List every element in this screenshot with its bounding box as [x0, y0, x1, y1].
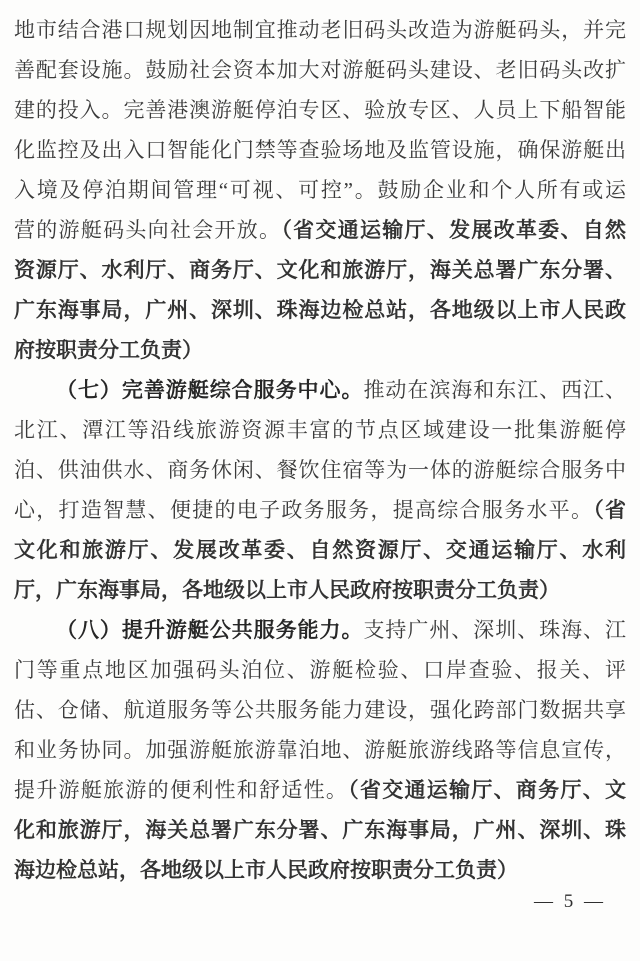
body-text: 推动在滨海和东江、西江、: [363, 378, 626, 402]
text-line: [14, 450, 626, 490]
responsibility-clause: 海边检总站，各地级以上市人民政府按职责分工负责）: [14, 858, 518, 882]
text-line: [14, 10, 626, 50]
text-line: [14, 370, 626, 410]
text-line: [14, 530, 626, 570]
text-line: [14, 690, 626, 730]
body-text: 地市结合港口规划因地制宜推动老旧码头改造为游艇码头，并完: [14, 18, 626, 42]
responsibility-clause: 广东海事局，广州、深圳、珠海边检总站，各地级以上市人民政: [14, 298, 626, 322]
text-line: [14, 210, 626, 250]
text-line: [14, 170, 626, 210]
body-text: 和业务协同。加强游艇旅游靠泊地、游艇旅游线路等信息宣传，: [14, 738, 626, 762]
responsibility-clause: （省交通运输厅、发展改革委、自然: [281, 218, 626, 242]
document-body: [14, 10, 626, 890]
responsibility-clause: 文化和旅游厅、发展改革委、自然资源厅、交通运输厅、水利: [14, 538, 626, 562]
text-line: [14, 130, 626, 170]
page-number: — 5 —: [534, 891, 606, 912]
responsibility-clause: （省交通运输厅、商务厅、文: [348, 778, 626, 802]
text-line: [14, 50, 626, 90]
text-line: [14, 410, 626, 450]
responsibility-clause: 资源厅、水利厅、商务厅、文化和旅游厅，海关总署广东分署、: [14, 258, 626, 282]
text-line: [14, 610, 626, 650]
body-text: 入境及停泊期间管理“可视、可控”。鼓励企业和个人所有或运: [14, 178, 626, 202]
text-line: [14, 250, 626, 290]
text-line: [14, 810, 626, 850]
responsibility-clause: 府按职责分工负责）: [14, 338, 203, 362]
text-line: [14, 730, 626, 770]
text-line: [14, 850, 626, 890]
text-line: [14, 290, 626, 330]
body-text: 估、仓储、航道服务等公共服务能力建设，强化跨部门数据共享: [14, 698, 626, 722]
section-heading: （八）提升游艇公共服务能力。: [56, 618, 364, 642]
section-heading: （七）完善游艇综合服务中心。: [56, 378, 364, 402]
text-line: [14, 650, 626, 690]
body-text: 门等重点地区加强码头泊位、游艇检验、口岸查验、报关、评: [14, 658, 626, 682]
body-text: 善配套设施。鼓励社会资本加大对游艇码头建设、老旧码头改扩: [14, 58, 626, 82]
text-line: [14, 490, 626, 530]
responsibility-clause: 厅，广东海事局，各地级以上市人民政府按职责分工负责）: [14, 578, 560, 602]
text-line: [14, 330, 626, 370]
body-text: 泊、供油供水、商务休闲、餐饮住宿等为一体的游艇综合服务中: [14, 458, 626, 482]
text-line: [14, 770, 626, 810]
body-text: 化监控及出入口智能化门禁等查验场地及监管设施，确保游艇出: [14, 138, 626, 162]
body-text: 建的投入。完善港澳游艇停泊专区、验放专区、人员上下船智能: [14, 98, 626, 122]
responsibility-clause: 化和旅游厅，海关总署广东分署、广东海事局，广州、深圳、珠: [14, 818, 626, 842]
text-line: [14, 570, 626, 610]
body-text: 提升游艇旅游的便利性和舒适性。: [14, 778, 349, 802]
body-text: 支持广州、深圳、珠海、江: [363, 618, 626, 642]
body-text: 心，打造智慧、便捷的电子政务服务，提高综合服务水平。: [14, 498, 594, 522]
body-text: 营的游艇码头向社会开放。: [14, 218, 282, 242]
body-text: 北江、潭江等沿线旅游资源丰富的节点区域建设一批集游艇停: [14, 418, 626, 442]
text-line: [14, 90, 626, 130]
responsibility-clause: （省: [593, 498, 626, 522]
